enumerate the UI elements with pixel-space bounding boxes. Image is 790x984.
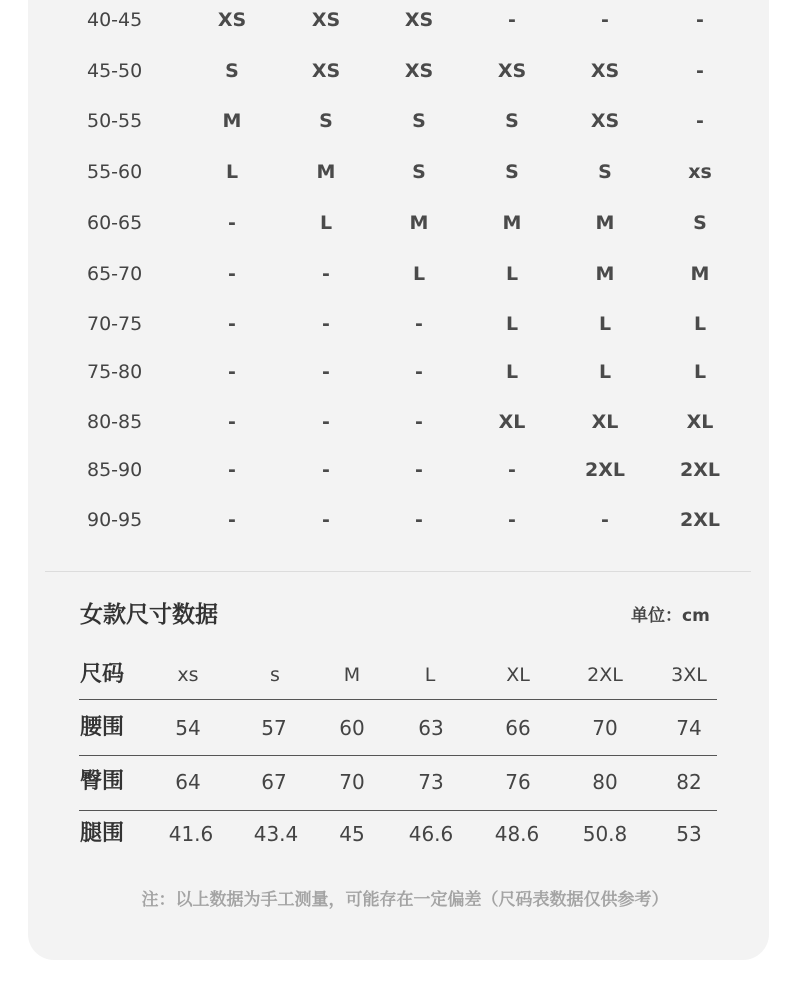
size-header-cell: s	[270, 664, 280, 686]
size-cell: L	[693, 313, 707, 335]
size-row-waist	[0, 708, 790, 748]
size-value: 43.4	[253, 822, 299, 846]
weight-row	[0, 455, 790, 485]
size-cell: XS	[404, 60, 434, 82]
size-cell: S	[598, 161, 612, 183]
size-value: 66	[505, 716, 531, 740]
size-value: 50.8	[582, 822, 628, 846]
weight-range: 70-75	[87, 313, 143, 335]
size-cell: 2XL	[585, 459, 625, 481]
size-header-cell: XL	[506, 664, 530, 686]
weight-range: 40-45	[87, 9, 143, 31]
size-cell: -	[508, 9, 516, 31]
size-cell: S	[225, 60, 239, 82]
size-row-thigh	[0, 814, 790, 854]
size-header-cell: 3XL	[671, 664, 707, 686]
weight-range: 85-90	[87, 459, 143, 481]
size-cell: -	[322, 509, 330, 531]
size-cell: L	[505, 263, 519, 285]
size-cell: -	[508, 459, 516, 481]
size-cell: -	[415, 361, 423, 383]
size-value: 74	[676, 716, 702, 740]
size-cell: XS	[590, 110, 620, 132]
weight-range: 60-65	[87, 212, 143, 234]
size-value: 46.6	[408, 822, 454, 846]
weight-range: 45-50	[87, 60, 143, 82]
size-header-cell: M	[343, 664, 361, 686]
size-value: 80	[592, 770, 618, 794]
weight-range: 90-95	[87, 509, 143, 531]
size-cell: -	[415, 509, 423, 531]
size-value: 53	[676, 822, 702, 846]
size-value: 67	[261, 770, 287, 794]
size-cell: L	[225, 161, 239, 183]
size-cell: -	[508, 509, 516, 531]
size-cell: L	[412, 263, 426, 285]
size-value: 45	[339, 822, 365, 846]
size-cell: -	[322, 263, 330, 285]
weight-row	[0, 357, 790, 387]
size-value: 57	[261, 716, 287, 740]
size-cell: -	[601, 509, 609, 531]
size-cell: -	[228, 411, 236, 433]
size-cell: M	[595, 263, 615, 285]
size-value: 64	[175, 770, 201, 794]
weight-row	[0, 407, 790, 437]
section-title: 女款尺寸数据	[80, 602, 218, 628]
size-cell: L	[505, 313, 519, 335]
row-label: 腿围	[80, 821, 125, 846]
size-cell: -	[322, 361, 330, 383]
size-cell: -	[696, 9, 704, 31]
size-cell: -	[228, 459, 236, 481]
size-cell: -	[415, 313, 423, 335]
size-cell: xs	[688, 161, 712, 183]
size-cell: XL	[686, 411, 714, 433]
unit-label: 单位：cm	[631, 606, 710, 626]
size-header-label: 尺码	[80, 662, 125, 687]
size-cell: S	[693, 212, 707, 234]
size-header-cell: L	[424, 664, 436, 686]
size-cell: L	[693, 361, 707, 383]
weight-row	[0, 106, 790, 136]
size-cell: -	[228, 263, 236, 285]
weight-row	[0, 309, 790, 339]
weight-range: 55-60	[87, 161, 143, 183]
size-cell: XS	[311, 9, 341, 31]
size-cell: -	[696, 60, 704, 82]
size-cell: XS	[217, 9, 247, 31]
size-cell: L	[319, 212, 333, 234]
size-cell: XS	[497, 60, 527, 82]
weight-range: 65-70	[87, 263, 143, 285]
size-value: 82	[676, 770, 702, 794]
size-cell: -	[322, 313, 330, 335]
size-cell: 2XL	[680, 509, 720, 531]
size-cell: L	[598, 361, 612, 383]
table-rule	[79, 699, 717, 700]
size-cell: M	[316, 161, 336, 183]
size-value: 76	[505, 770, 531, 794]
size-cell: -	[322, 411, 330, 433]
table-rule	[79, 755, 717, 756]
size-value: 73	[418, 770, 444, 794]
size-header-cell: xs	[177, 664, 199, 686]
size-header-row	[0, 655, 790, 695]
size-cell: -	[696, 110, 704, 132]
section-divider	[45, 571, 751, 572]
size-cell: -	[228, 509, 236, 531]
weight-range: 75-80	[87, 361, 143, 383]
size-cell: XS	[404, 9, 434, 31]
size-row-hip	[0, 762, 790, 802]
size-value: 54	[175, 716, 201, 740]
table-rule	[79, 810, 717, 811]
size-cell: 2XL	[680, 459, 720, 481]
weight-range: 80-85	[87, 411, 143, 433]
size-cell: S	[505, 110, 519, 132]
size-value: 63	[418, 716, 444, 740]
size-cell: -	[601, 9, 609, 31]
size-value: 48.6	[494, 822, 540, 846]
size-cell: -	[415, 459, 423, 481]
size-value: 41.6	[168, 822, 214, 846]
size-cell: L	[505, 361, 519, 383]
weight-row	[0, 5, 790, 35]
size-cell: -	[228, 313, 236, 335]
size-cell: M	[595, 212, 615, 234]
size-cell: XL	[498, 411, 526, 433]
weight-row	[0, 157, 790, 187]
size-value: 70	[592, 716, 618, 740]
size-header-cell: 2XL	[587, 664, 623, 686]
size-cell: -	[415, 411, 423, 433]
size-cell: -	[322, 459, 330, 481]
size-cell: XL	[591, 411, 619, 433]
weight-row	[0, 505, 790, 535]
size-cell: L	[598, 313, 612, 335]
size-cell: -	[228, 361, 236, 383]
size-value: 70	[339, 770, 365, 794]
size-cell: S	[319, 110, 333, 132]
size-value: 60	[339, 716, 365, 740]
weight-range: 50-55	[87, 110, 143, 132]
size-cell: M	[502, 212, 522, 234]
size-cell: S	[412, 110, 426, 132]
weight-row	[0, 56, 790, 86]
size-cell: XS	[311, 60, 341, 82]
size-cell: M	[409, 212, 429, 234]
size-cell: S	[412, 161, 426, 183]
row-label: 腰围	[80, 715, 125, 740]
size-cell: -	[228, 212, 236, 234]
row-label: 臀围	[80, 769, 125, 794]
size-cell: S	[505, 161, 519, 183]
weight-row	[0, 259, 790, 289]
size-cell: XS	[590, 60, 620, 82]
measurement-note: 注：以上数据为手工测量，可能存在一定偏差（尺码表数据仅供参考）	[141, 890, 669, 910]
size-cell: M	[690, 263, 710, 285]
weight-row	[0, 208, 790, 238]
size-cell: M	[222, 110, 242, 132]
